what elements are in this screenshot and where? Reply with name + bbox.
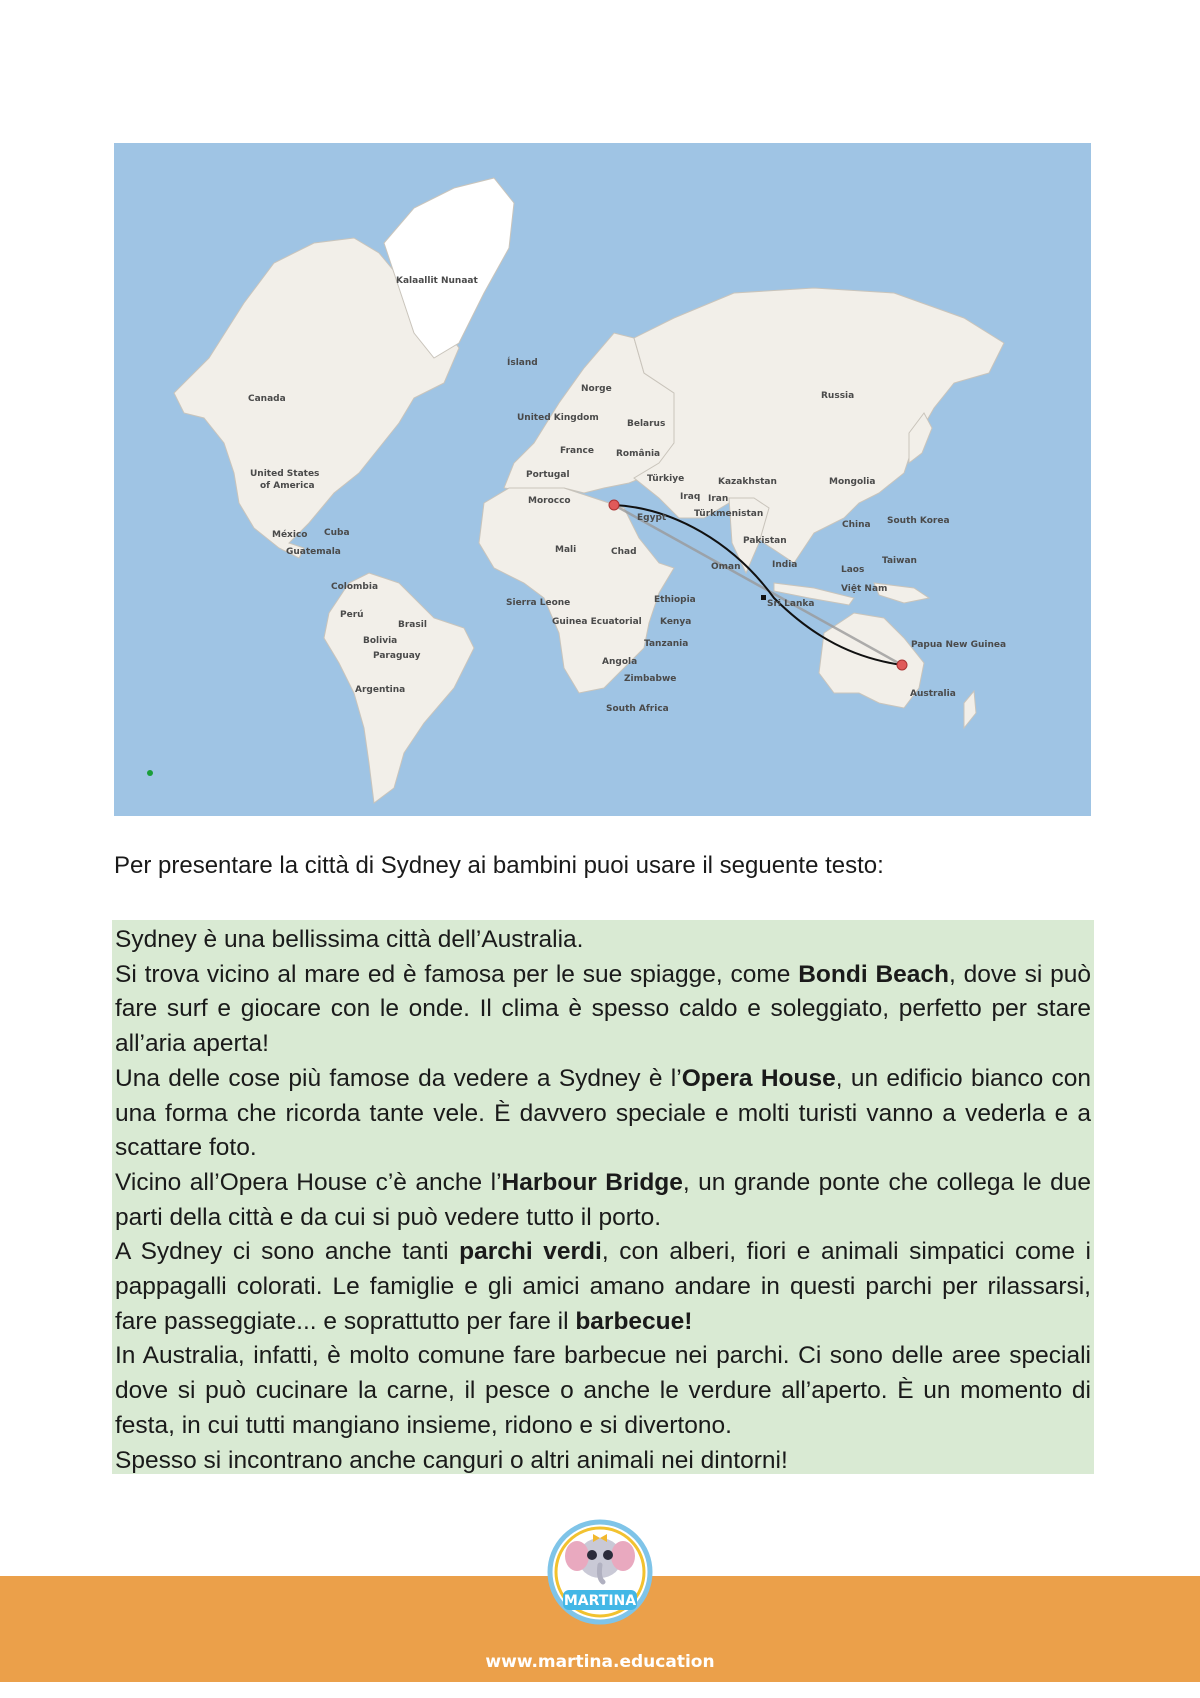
martina-logo[interactable]	[543, 1510, 657, 1630]
label-vietnam: Việt Nam	[841, 584, 888, 594]
label-angola: Angola	[602, 657, 638, 667]
world-map	[114, 143, 1091, 816]
label-zimbabwe: Zimbabwe	[624, 674, 677, 684]
label-china: China	[842, 520, 871, 530]
label-taiwan: Taiwan	[882, 556, 917, 566]
label-romania: România	[616, 449, 661, 459]
stopover-marker	[761, 595, 766, 600]
label-australia: Australia	[910, 689, 956, 699]
intro-text: Per presentare la città di Sydney ai bambini puoi usare il seguente testo:	[114, 852, 884, 879]
paragraph-1: Sydney è una bellissima città dell’Australia.	[115, 926, 584, 953]
label-pakistan: Pakistan	[743, 536, 787, 546]
paragraph-4: Vicino all’Opera House c’è anche l’Harbour Bridge, un grande ponte che collega le due parti della città e da cui si può vedere tutto il porto.	[115, 1168, 1092, 1231]
label-paraguay: Paraguay	[373, 651, 421, 661]
label-france: France	[560, 446, 594, 456]
label-sri-lanka: Sri Lanka	[767, 599, 815, 609]
label-turkmenistan: Türkmenistan	[694, 509, 764, 519]
label-guinea-eq: Guinea Ecuatorial	[552, 617, 642, 627]
label-morocco: Morocco	[528, 496, 571, 506]
paragraph-3: Una delle cose più famose da vedere a Sydney è l’Opera House, un edificio bianco con una forma che ricorda tante vele. È davvero speciale e molti turisti vanno a vederla e a scattare foto.	[115, 1064, 1092, 1162]
label-turkiye: Türkiye	[647, 474, 685, 484]
rome-marker[interactable]	[609, 500, 619, 510]
label-laos: Laos	[841, 565, 865, 575]
label-kenya: Kenya	[660, 617, 692, 627]
label-south-africa: South Africa	[606, 704, 669, 714]
label-bolivia: Bolivia	[363, 636, 398, 646]
label-south-korea: South Korea	[887, 516, 950, 526]
label-peru: Perú	[340, 610, 364, 620]
label-canada: Canada	[248, 394, 286, 404]
paragraph-7: Spesso si incontrano anche canguri o altri animali nei dintorni!	[115, 1446, 788, 1474]
label-argentina: Argentina	[355, 685, 406, 695]
label-mongolia: Mongolia	[829, 477, 876, 487]
label-island: Ísland	[507, 358, 538, 368]
label-oman: Oman	[711, 562, 741, 572]
label-greenland: Kalaallit Nunaat	[396, 276, 478, 286]
label-brasil: Brasil	[398, 620, 427, 630]
label-usa: United States	[250, 469, 320, 479]
label-india: India	[772, 560, 798, 570]
label-png: Papua New Guinea	[911, 640, 1007, 650]
paragraph-2: Si trova vicino al mare ed è famosa per le sue spiagge, come Bondi Beach, dove si può fare surf e giocare con le onde. Il clima è spesso caldo e soleggiato, perfetto per stare all’aria aperta!	[115, 960, 1091, 1058]
label-russia: Russia	[821, 391, 855, 401]
paragraph-6: In Australia, infatti, è molto comune fare barbecue nei parchi. Ci sono delle aree speciali dove si può cucinare la carne, il pesce o anche le verdure all’aperto. È un momento di festa, in cui tutti mangiano insieme, ridono e si divertono.	[115, 1342, 1091, 1439]
location-dot	[147, 770, 153, 776]
label-sierra-leone: Sierra Leone	[506, 598, 571, 608]
label-mali: Mali	[555, 545, 577, 555]
label-colombia: Colombia	[331, 582, 379, 592]
label-belarus: Belarus	[627, 419, 666, 429]
label-egypt: Egypt	[637, 513, 667, 523]
label-iraq: Iraq	[680, 492, 701, 502]
sydney-text-box	[112, 920, 1094, 1474]
label-tanzania: Tanzania	[644, 639, 689, 649]
label-cuba: Cuba	[324, 528, 350, 538]
label-uk: United Kingdom	[517, 413, 599, 423]
sydney-marker[interactable]	[897, 660, 907, 670]
label-iran: Iran	[708, 494, 729, 504]
label-usa-2: of America	[260, 481, 315, 491]
label-ethiopia: Ethiopia	[654, 595, 696, 605]
label-mexico: México	[272, 530, 308, 540]
label-kazakhstan: Kazakhstan	[718, 477, 777, 487]
label-guatemala: Guatemala	[286, 547, 341, 557]
label-norge: Norge	[581, 384, 612, 394]
label-chad: Chad	[611, 547, 637, 557]
footer-url[interactable]: www.martina.education	[485, 1652, 715, 1672]
logo-text: MARTINA	[563, 1593, 637, 1609]
paragraph-5: A Sydney ci sono anche tanti parchi verdi, con alberi, fiori e animali simpatici come i pappagalli colorati. Le famiglie e gli amici amano andare in questi parchi per rilassarsi, fare passeggiate... e soprattutto per fare il barbecue!	[115, 1238, 1091, 1335]
label-portugal: Portugal	[526, 470, 570, 480]
